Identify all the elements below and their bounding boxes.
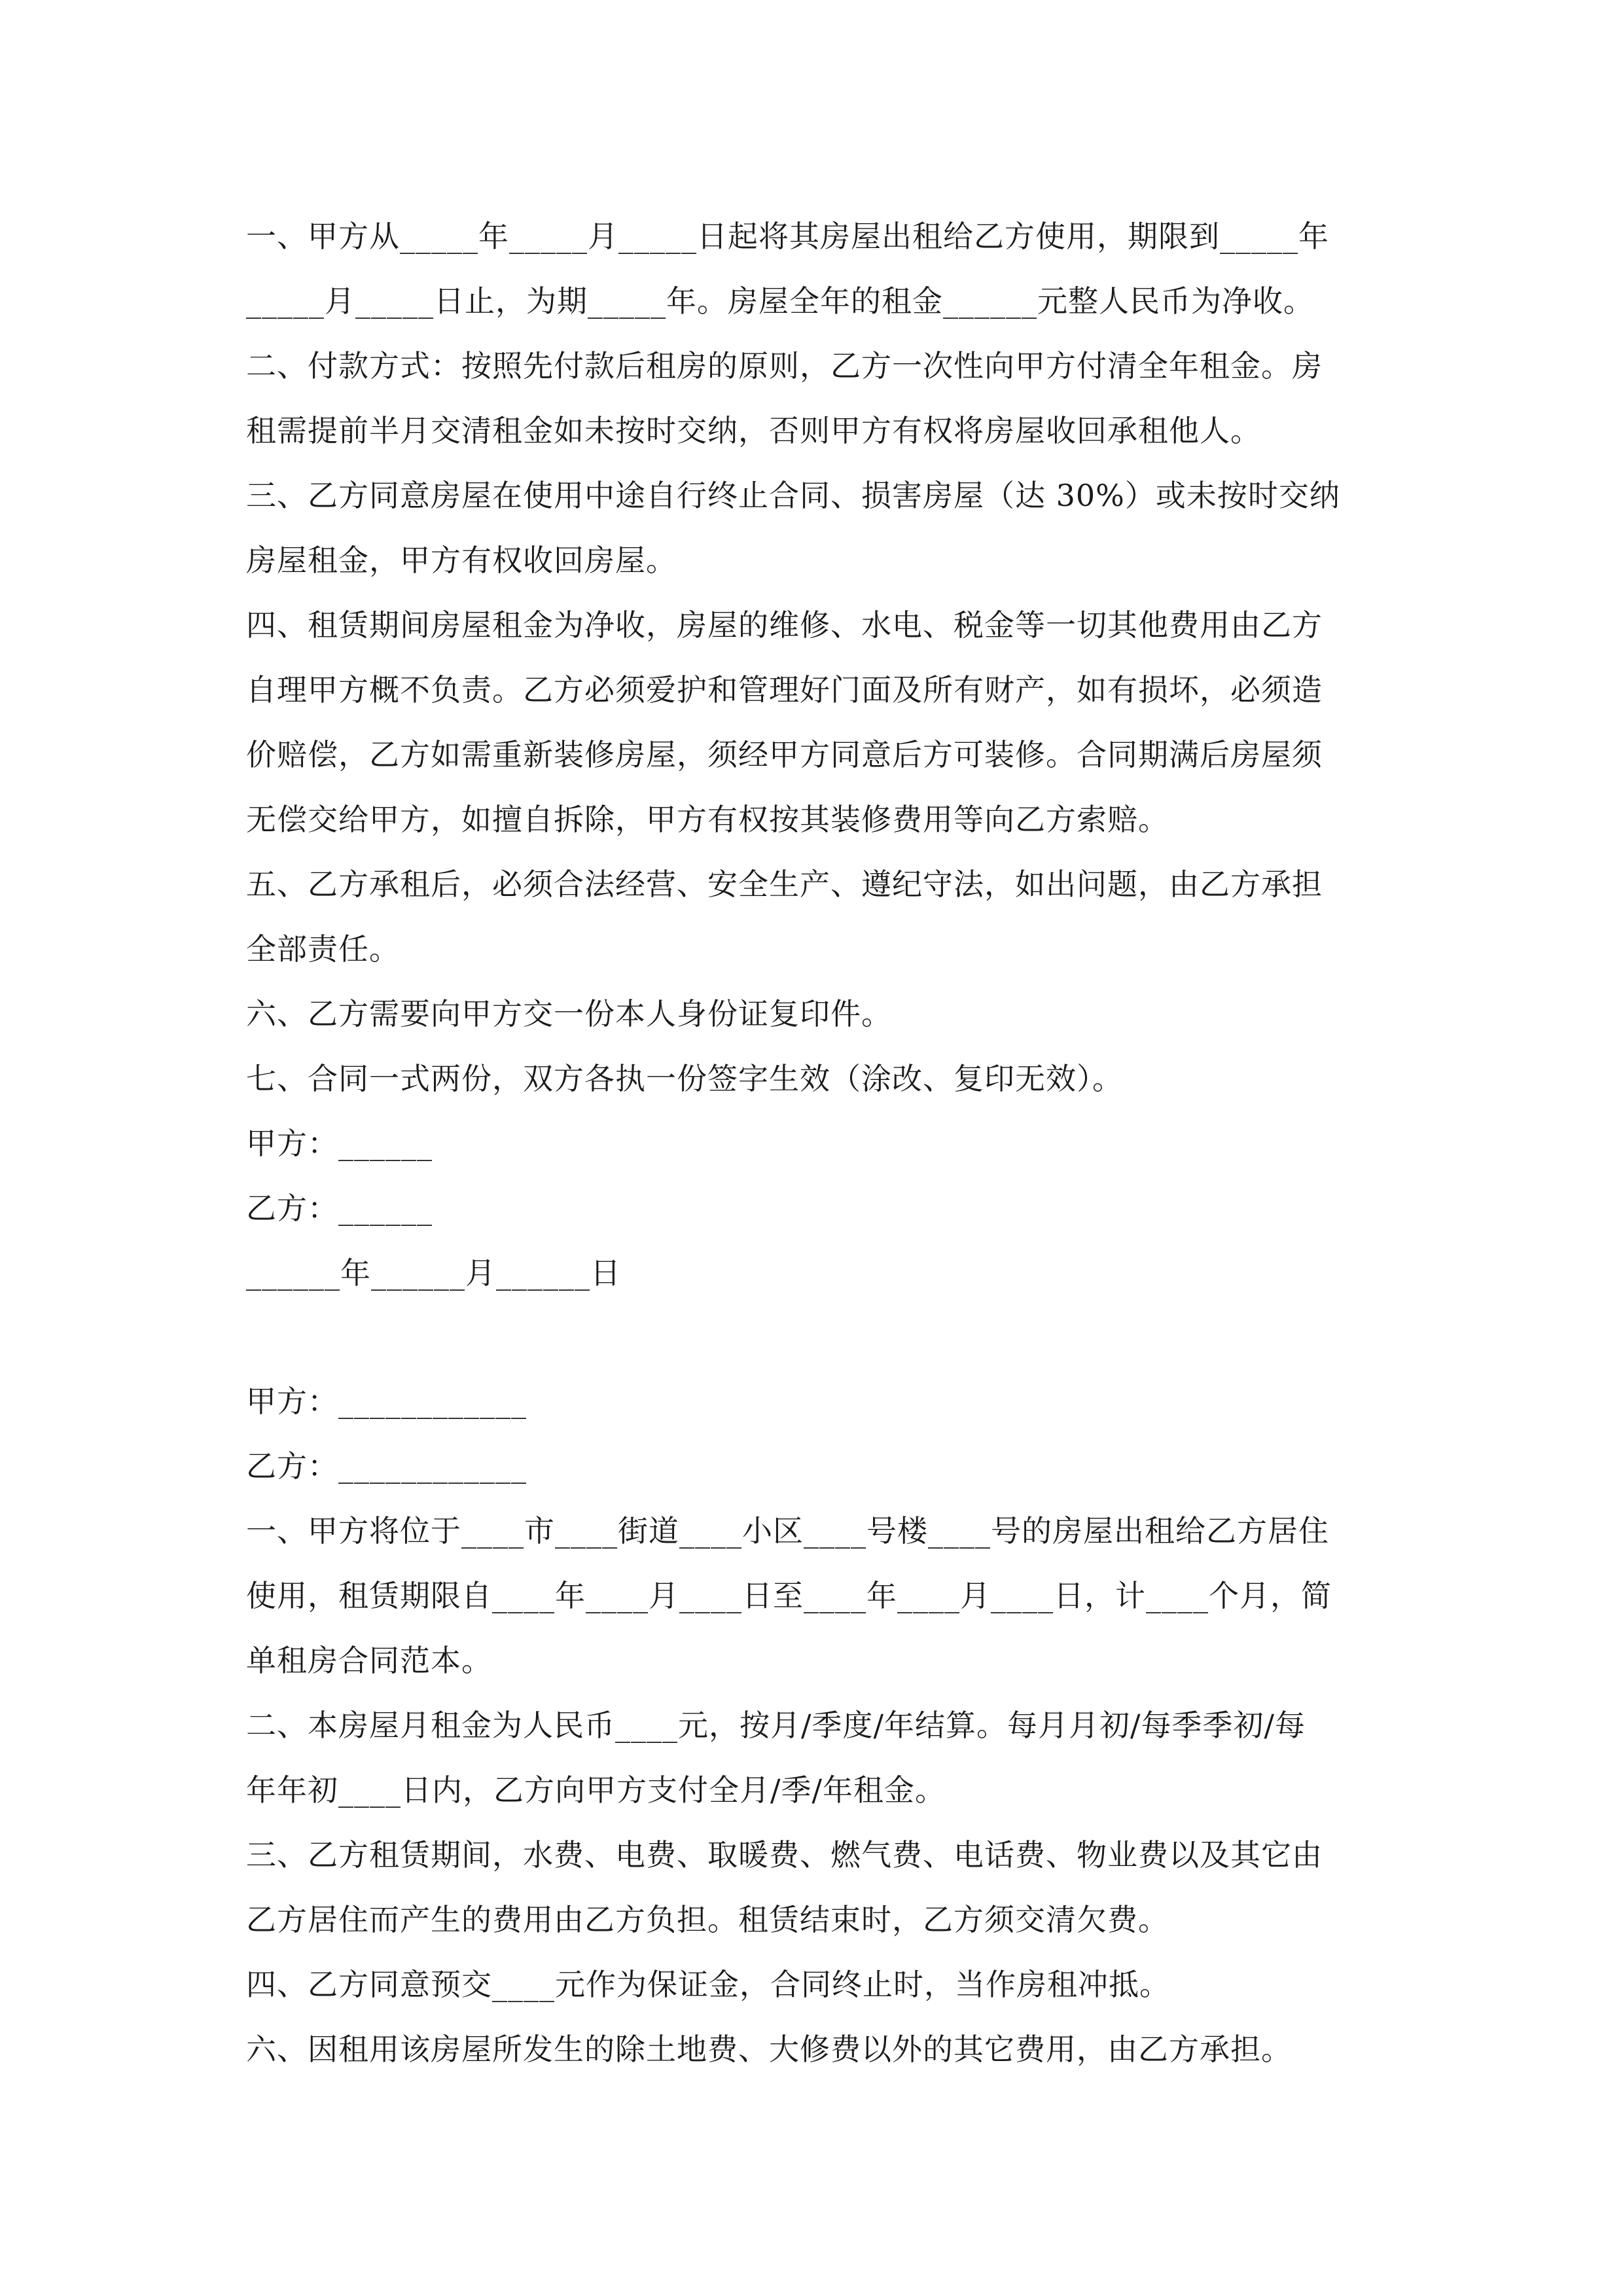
clause-1-line-2: _____月_____日止，为期_____年。房屋全年的租金______元整人民币为净收。 bbox=[246, 283, 1314, 319]
party-a-field: 甲方：____________ bbox=[246, 1384, 527, 1419]
clause-5-line-1: 五、乙方承租后，必须合法经营、安全生产、遵纪守法，如出问题，由乙方承担 bbox=[246, 867, 1323, 902]
party-b-field: 乙方：____________ bbox=[246, 1448, 527, 1484]
clause-3-line-2: 房屋租金，甲方有权收回房屋。 bbox=[246, 543, 677, 578]
clause-6-line-1: 六、乙方需要向甲方交一份本人身份证复印件。 bbox=[246, 996, 892, 1031]
document-page bbox=[246, 204, 1378, 2082]
clause-4-line-4: 无偿交给甲方，如擅自拆除，甲方有权按其装修费用等向乙方索赔。 bbox=[246, 802, 1169, 837]
clause-2-line-1: 二、付款方式：按照先付款后租房的原则，乙方一次性向甲方付清全年租金。房 bbox=[246, 348, 1323, 384]
party-b-signature: 乙方：______ bbox=[246, 1191, 433, 1226]
clause-4-line-3: 价赔偿，乙方如需重新装修房屋，须经甲方同意后方可装修。合同期满后房屋须 bbox=[246, 737, 1323, 772]
clause-4-line-1: 四、乙方同意预交____元作为保证金，合同终止时，当作房租冲抵。 bbox=[246, 1967, 1170, 2002]
section-gap bbox=[246, 1306, 1378, 1369]
clause-7-line-1: 七、合同一式两份，双方各执一份签字生效（涂改、复印无效）。 bbox=[246, 1061, 1123, 1096]
clause-4-line-1: 四、租赁期间房屋租金为净收，房屋的维修、水电、税金等一切其他费用由乙方 bbox=[246, 607, 1323, 643]
contract-1 bbox=[246, 204, 1378, 1306]
clause-2-line-2: 租需提前半月交清租金如未按时交纳，否则甲方有权将房屋收回承租他人。 bbox=[246, 413, 1261, 448]
clause-1-line-1: 一、甲方将位于____市____街道____小区____号楼____号的房屋出租给乙方居住 bbox=[246, 1513, 1329, 1549]
contract-2 bbox=[246, 1369, 1378, 2082]
clause-3-line-2: 乙方居住而产生的费用由乙方负担。租赁结束时，乙方须交清欠费。 bbox=[246, 1902, 1169, 1937]
clause-1-line-1: 一、甲方从_____年_____月_____日起将其房屋出租给乙方使用，期限到_____年 bbox=[246, 219, 1329, 254]
clause-6-line-1: 六、因租用该房屋所发生的除土地费、大修费以外的其它费用，由乙方承担。 bbox=[246, 2032, 1292, 2067]
clause-2-line-2: 年年初____日内，乙方向甲方支付全月/季/年租金。 bbox=[246, 1772, 946, 1808]
clause-3-line-1: 三、乙方租赁期间，水费、电费、取暖费、燃气费、电话费、物业费以及其它由 bbox=[246, 1837, 1323, 1873]
clause-1-line-3: 单租房合同范本。 bbox=[246, 1643, 492, 1678]
clause-4-line-2: 自理甲方概不负责。乙方必须爱护和管理好门面及所有财产，如有损坏，必须造 bbox=[246, 672, 1323, 708]
clause-5-line-2: 全部责任。 bbox=[246, 931, 400, 967]
clause-2-line-1: 二、本房屋月租金为人民币____元，按月/季度/年结算。每月月初/每季季初/每 bbox=[246, 1708, 1306, 1743]
signature-date: ______年______月______日 bbox=[246, 1255, 621, 1291]
clause-3-line-1: 三、乙方同意房屋在使用中途自行终止合同、损害房屋（达 30%）或未按时交纳 bbox=[246, 478, 1340, 513]
party-a-signature: 甲方：______ bbox=[246, 1126, 433, 1161]
clause-1-line-2: 使用，租赁期限自____年____月____日至____年____月____日，计____个月，简 bbox=[246, 1578, 1332, 1613]
